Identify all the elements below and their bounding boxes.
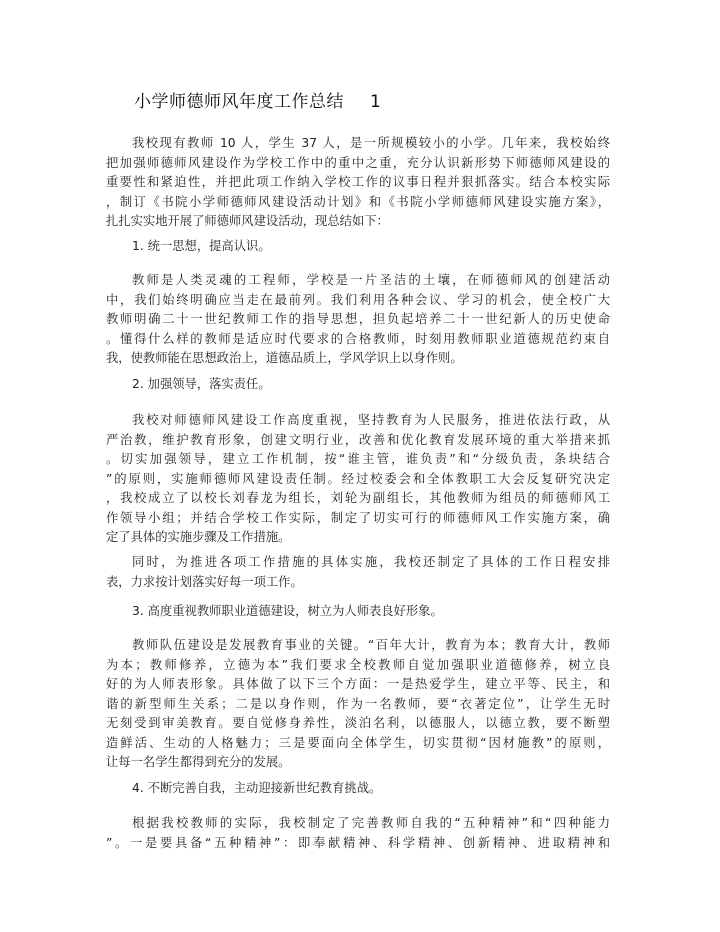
text-line: 为本；教师修养，立德为本”我们要求全校教师自觉加强职业道德修养，树立良: [106, 657, 610, 672]
text-line: 我校现有教师 10 人，学生 37 人，是一所规模较小的小学。几年来，我校始终: [132, 136, 610, 150]
text-line: 教师是人类灵魂的工程师，学校是一片圣洁的土壤，在师德师风的创建活动: [132, 273, 610, 287]
text-line: 教师队伍建设是发展教育事业的关键。“百年大计，教育为本；教育大计，教师: [132, 638, 610, 652]
text-line: 谐的新型师生关系；二是以身作则，作为一名教师，要“衣著定位”，让学生无时: [106, 696, 610, 711]
document-title: [134, 90, 381, 114]
text-line: ，制订《书院小学师德师风建设活动计划》和《书院小学师德师风建设实施方案》，: [106, 194, 610, 209]
text-line: 无刻受到审美教育。要自觉修身养性，淡泊名利，以德服人，以德立教，要不断塑: [106, 716, 610, 730]
section-1-paragraph: [106, 271, 610, 369]
text-line: 中，我们始终明确应当走在最前列。我们利用各种会议、学习的机会，使全校广大: [106, 292, 610, 307]
text-line: 我，使教师能在思想政治上，道德品质上，学风学识上以身作则。: [106, 351, 463, 365]
intro-paragraph: [106, 134, 610, 232]
text-line: 重要性和紧迫性，并把此项工作纳入学校工作的议事日程并狠抓落实。结合本校实际: [106, 175, 610, 189]
section-heading-4: 4. 不断完善自我，主动迎接新世纪教育挑战。: [132, 781, 382, 795]
text-line: 我校对师德师风建设工作高度重视，坚持教育为人民服务，推进依法行政，从: [132, 413, 610, 427]
section-heading-2: 2. 加强领导，落实责任。: [132, 377, 271, 391]
text-line: 让每一名学生都得到充分的发展。: [106, 755, 291, 769]
text-line: 表，力求按计划落实好每一项工作。: [106, 574, 303, 589]
section-heading-3: 3. 高度重视教师职业道德建设，树立为人师表良好形象。: [132, 604, 443, 618]
text-line: 教师明确二十一世纪教师工作的指导思想，担负起培养二十一世纪新人的历史使命: [106, 312, 610, 326]
text-line: ”。一是要具备“五种精神”：即奉献精神、科学精神、创新精神、进取精神和: [106, 835, 610, 850]
text-line: 造鲜活、生动的人格魅力；三是要面向全体学生，切实贯彻“因材施教”的原则，: [106, 735, 610, 750]
text-line: 扎扎实实地开展了师德师风建设活动，现总结如下：: [106, 214, 389, 228]
section-2-paragraph: [106, 411, 610, 548]
section-2-continuation-paragraph: [106, 553, 610, 592]
text-line: ”的原则，实施师德师风建设责任制。经过校委会和全体教职工大会反复研究决定: [106, 471, 610, 486]
title-text: 小学师德师风年度工作总结: [134, 92, 344, 112]
section-3-paragraph: [106, 636, 610, 773]
text-line: 把加强师德师风建设作为学校工作中的重中之重，充分认识新形势下师德师风建设的: [106, 155, 610, 170]
section-4-paragraph: [106, 814, 610, 853]
text-line: 同时，为推进各项工作措施的具体实施，我校还制定了具体的工作日程安排: [132, 555, 610, 569]
text-line: 好的为人师表形象。具体做了以下三个方面：一是热爱学生，建立平等、民主，和: [106, 677, 610, 691]
text-line: 定了具体的实施步骤及工作措施。: [106, 530, 291, 544]
text-line: 作领导小组；并结合学校工作实际，制定了切实可行的师德师风工作实施方案，确: [106, 510, 610, 525]
title-number: 1: [370, 92, 382, 112]
section-heading-1: 1. 统一思想，提高认识。: [132, 239, 271, 253]
text-line: 严治教，维护教育形象，创建文明行业，改善和优化教育发展环境的重大举措来抓: [106, 432, 610, 447]
text-line: 。切实加强领导，建立工作机制，按“谁主管，谁负责”和“分级负责，条块结合: [106, 452, 610, 466]
text-line: 。懂得什么样的教师是适应时代要求的合格教师，时刻用教师职业道德规范约束自: [106, 331, 610, 346]
text-line: 根据我校教师的实际，我校制定了完善教师自我的“五种精神”和“四种能力: [132, 816, 610, 830]
text-line: ，我校成立了以校长刘春龙为组长，刘轮为副组长，其他教师为组员的师德师风工: [106, 491, 610, 505]
